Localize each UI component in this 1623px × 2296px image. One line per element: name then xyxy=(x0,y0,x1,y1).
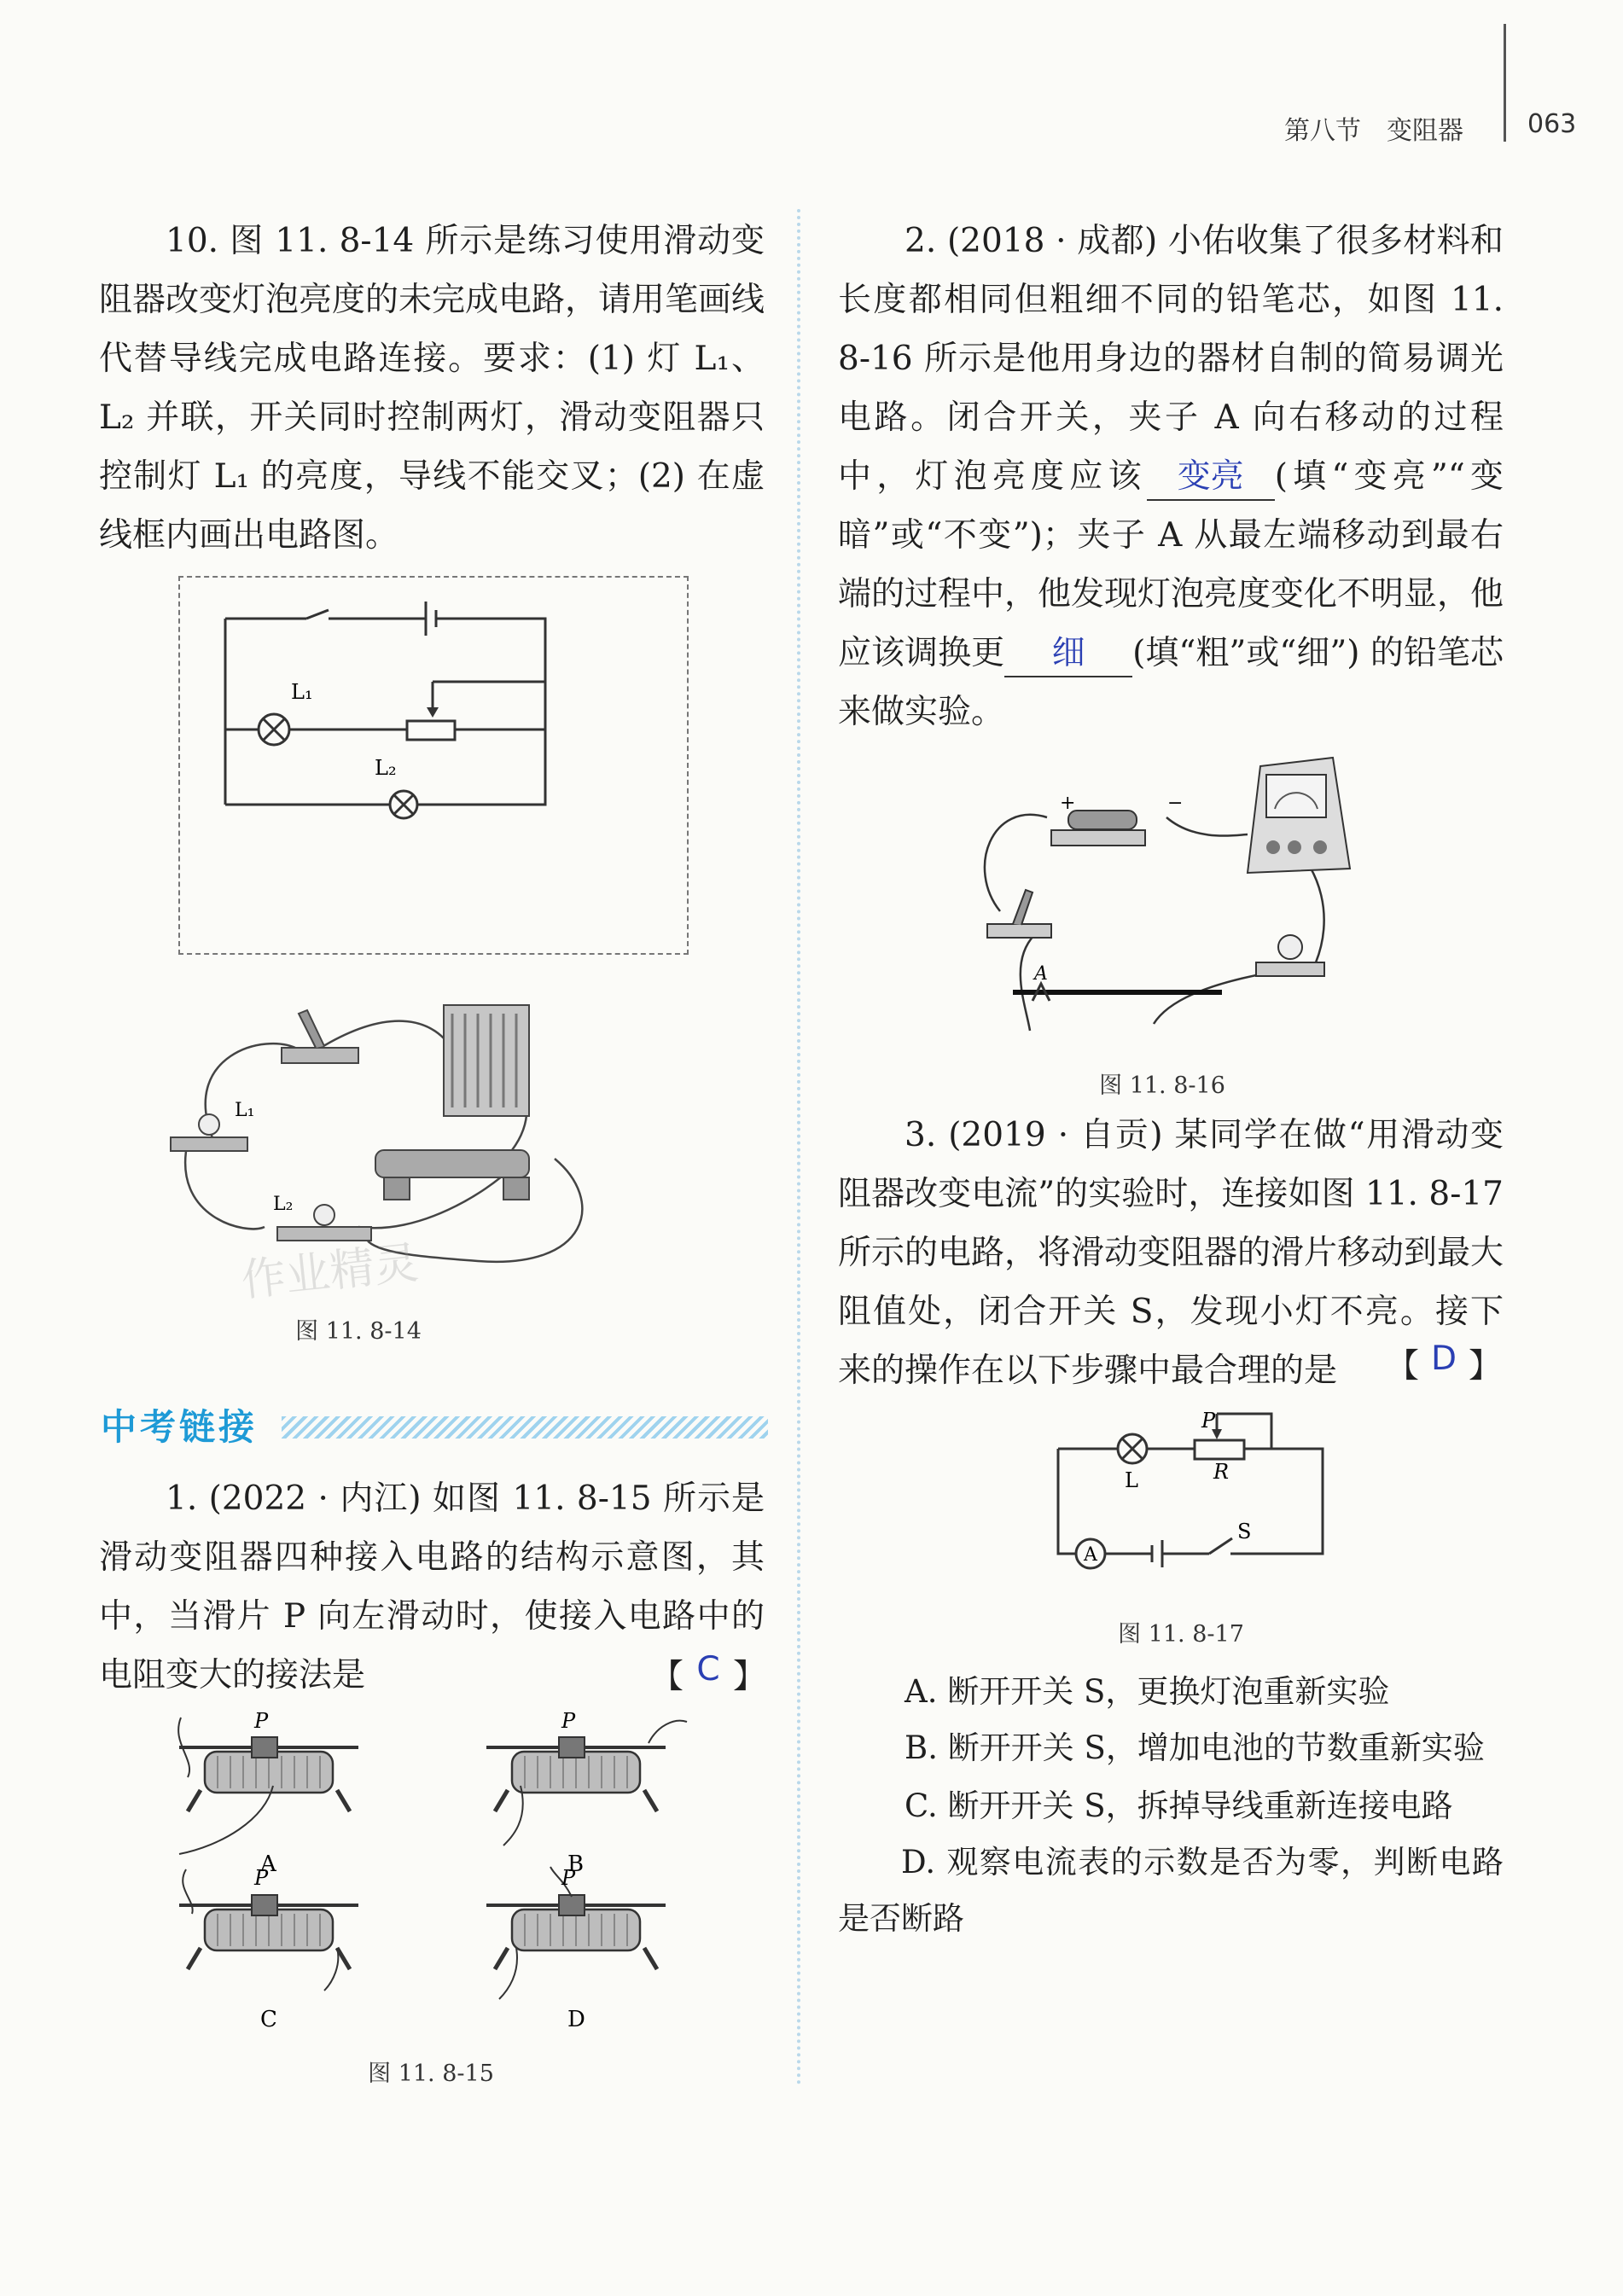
figure-caption-11-8-17: 图 11. 8-17 xyxy=(1118,1621,1244,1648)
answer-c: C xyxy=(696,1650,720,1689)
rheostat-figure-d xyxy=(478,1863,674,2033)
question-10-text: 10. 图 11. 8-14 所示是练习使用滑动变阻器改变灯泡亮度的未完成电路，请用笔画线代替导线完成电路连接。要求：(1) 灯 L₁、L₂ 并联，开关同时控制两灯，滑动变阻器只控制灯 L₁ 的亮度，导线不能交叉；(2) 在虚线框内画出电路图。 xyxy=(99,222,765,555)
option-d: D. 观察电流表的示数是否为零，判断电路是否断路 xyxy=(838,1844,1504,1937)
photo-label-l2: L₂ xyxy=(273,1194,294,1215)
meter-label: A xyxy=(1084,1544,1097,1566)
figure-caption-11-8-14: 图 11. 8-14 xyxy=(295,1318,422,1345)
answer-blank-2: 细 xyxy=(1004,631,1132,677)
question-3-answer xyxy=(1386,1340,1502,1387)
clip-label-a: A xyxy=(1034,963,1048,985)
header-rule xyxy=(1504,24,1506,142)
svg-text:D: D xyxy=(567,2007,585,2032)
rheostat-figure-b xyxy=(478,1709,691,1880)
bracket-open: 【 xyxy=(650,1658,684,1696)
option-a: A. 断开开关 S，更换灯泡重新实验 xyxy=(905,1673,1390,1710)
question-2-part-a: 2. (2018 · 成都) 小佑收集了很多材料和长度都相同但粗细不同的铅笔芯，如图 11. 8-16 所示是他用身边的器材自制的简易调光电路。闭合开关，夹子 A 向右移动的过程中，灯泡亮度应该 xyxy=(838,222,1504,496)
question-2-text xyxy=(838,212,1504,741)
figure-caption-11-8-15: 图 11. 8-15 xyxy=(368,2061,494,2087)
svg-text:A: A xyxy=(260,1851,276,1877)
question-3-text: 3. (2019 · 自贡) 某同学在做“用滑动变阻器改变电流”的实验时，连接如图 11. 8-17 所示的电路，将滑动变阻器的滑片移动到最大阻值处，闭合开关 S，发现小灯不亮。接下来的操作在以下步骤中最合理的是 xyxy=(838,1116,1504,1390)
option-c: C. 断开开关 S，拆掉导线重新连接电路 xyxy=(905,1787,1453,1824)
page-number: 063 xyxy=(1527,109,1577,139)
bracket-open: 【 xyxy=(1386,1347,1420,1386)
figure-caption-11-8-16: 图 11. 8-16 xyxy=(1099,1072,1225,1099)
svg-text:P: P xyxy=(561,1709,576,1733)
question-1-text: 1. (2022 · 内江) 如图 11. 8-15 所示是滑动变阻器四种接入电路的结构示意图，其中，当滑片 P 向左滑动时，使接入电路中的电阻变大的接法是 xyxy=(99,1479,765,1694)
photo-label-l1: L₁ xyxy=(235,1100,255,1121)
watermark: 作业精灵 xyxy=(239,1237,422,1307)
option-b: B. 断开开关 S，增加电池的节数重新实验 xyxy=(905,1729,1485,1766)
question-2-part-c: (填“粗”或“细”) 的铅笔芯来做实验。 xyxy=(838,634,1504,731)
label-p: P xyxy=(1201,1409,1216,1433)
column-divider xyxy=(797,209,800,2086)
circuit-diagram-11-8-14 xyxy=(178,576,685,951)
answer-blank-1: 变亮 xyxy=(1147,455,1275,501)
question-1-answer xyxy=(650,1650,766,1698)
rheostat-figure-c xyxy=(171,1863,367,2033)
bracket-close: 】 xyxy=(732,1658,766,1696)
photo-11-8-16 xyxy=(966,749,1358,1039)
label-l: L xyxy=(1125,1468,1138,1492)
question-2-part-b: (填“变亮”“变暗”或“不变”)；夹子 A 从最左端移动到最右端的过程中，他发现灯泡亮度变化不明显，他应该调换更 xyxy=(838,457,1504,672)
bracket-close: 】 xyxy=(1468,1347,1502,1386)
section-heading-stripe xyxy=(282,1416,768,1439)
svg-text:B: B xyxy=(567,1851,585,1877)
svg-text:P: P xyxy=(254,1866,269,1890)
section-title: 第八节 变阻器 xyxy=(1284,116,1463,146)
answer-d: D xyxy=(1430,1340,1457,1378)
battery-plus: + xyxy=(1060,793,1076,814)
label-r: R xyxy=(1213,1460,1230,1484)
circuit-diagram-11-8-17 xyxy=(1043,1402,1333,1590)
section-heading: 中考链接 xyxy=(101,1406,259,1448)
svg-text:P: P xyxy=(254,1709,269,1733)
battery-minus: − xyxy=(1167,793,1184,814)
label-s: S xyxy=(1237,1520,1252,1543)
svg-text:P: P xyxy=(561,1866,576,1890)
svg-text:C: C xyxy=(260,2007,277,2032)
rheostat-figure-a xyxy=(171,1709,367,1880)
label-l2: L₂ xyxy=(375,756,397,780)
label-l1: L₁ xyxy=(291,680,313,704)
